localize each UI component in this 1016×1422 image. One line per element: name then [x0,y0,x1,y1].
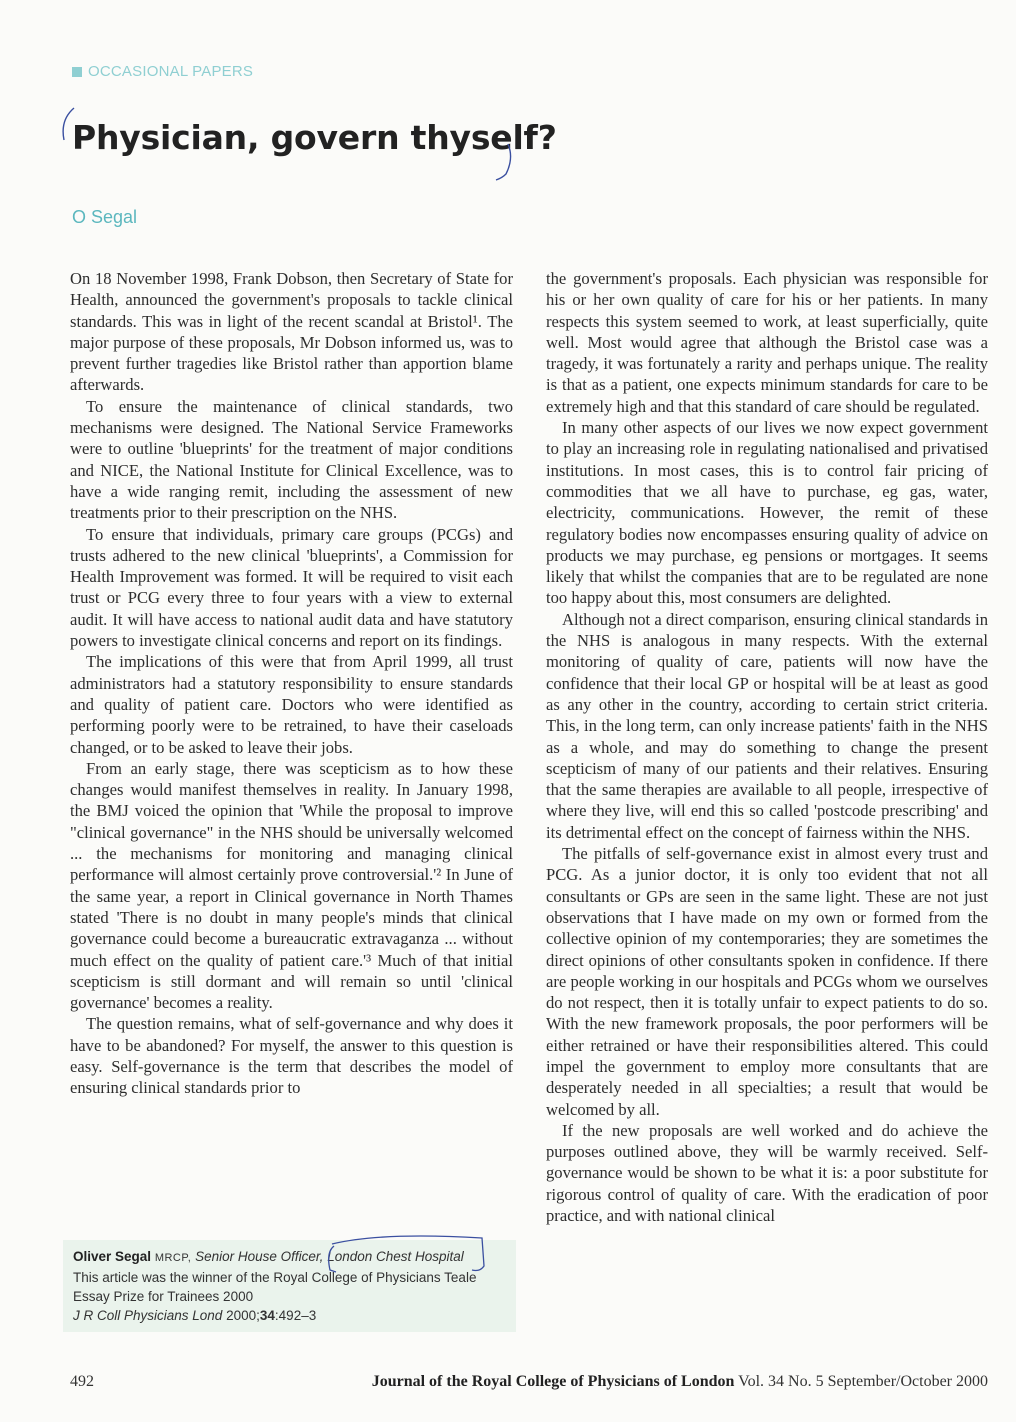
author-position: Senior House Officer, [195,1249,324,1264]
citation-pages: :492–3 [274,1308,317,1323]
article-title: Physician, govern thyself? [72,118,557,157]
left-column [70,268,513,1099]
section-square-icon [72,67,82,77]
citation-journal: J R Coll Physicians Lond [73,1308,223,1323]
journal-footer [372,1373,988,1391]
paragraph: From an early stage, there was scepticism as to how these changes would manifest themselves in reality. In January 1998, the BMJ voiced the opinion that 'While the proposal to improve "clinical governance" in the NHS should be universally welcomed ... the mechanisms for monitoring and managing clinical performance will almost certainly prove controversial.'² In June of the same year, a report in Clinical governance in North Thames stated 'There is no doubt in many people's minds that clinical governance could become a bureaucratic extravaganza ... without much effect on the quality of patient care.'³ Much of that initial scepticism is still dormant and will remain so until 'clinical governance' becomes a reality. [70,758,513,1013]
paragraph: If the new proposals are well worked and do achieve the purposes outlined above, they will be warmly received. Self-governance would be shown to be what it is: a poor substitute for rigorous control of quality of care. With the eradication of poor practice, and with national clinical [546,1120,988,1226]
paragraph: On 18 November 1998, Frank Dobson, then Secretary of State for Health, announced the government's proposals to tackle clinical standards. This was in light of the recent scandal at Bristol¹. The major purpose of these proposals, Mr Dobson informed us, was to prevent further tragedies like Bristol rather than apportion blame afterwards. [70,269,513,395]
paragraph: In many other aspects of our lives we now expect government to play an increasing role in regulating nationalised and privatised institutions. In most cases, this is to control fair pricing of commodities that we all have to purchase, eg gas, water, electricity, communications. However, the remit of these regulatory bodies now encompasses ensuring quality of advice on products we may purchase, eg pensions or mortgages. It seems likely that whilst the companies that are to be regulated are none too happy about this, most consumers are delighted. [546,418,988,608]
citation [73,1306,516,1325]
section-label-text: OCCASIONAL PAPERS [88,63,254,80]
paragraph: To ensure that individuals, primary care groups (PCGs) and trusts adhered to the new clinical 'blueprints', a Commission for Health Improvement was formed. It will be required to visit each trust or PCG every three to four years with a view to external audit. It will have access to national audit data and have statutory powers to investigate clinical concerns and report on its findings. [70,524,513,651]
author-qualifications: MRCP, [154,1252,192,1264]
paragraph: Although not a direct comparison, ensuring clinical standards in the NHS is analogous in many respects. With the external monitoring of quality of care, patients will now have the confidence that their local GP or hospital will be at least as good as any other in the country, according to certain strict criteria. This, in the long term, can only increase patients' faith in the NHS as a whole, and may do something to change the present scepticism of many of our patients and their relatives. Ensuring that the same therapies are available to all people, irrespective of where they live, will end this so called 'postcode prescribing' and its detrimental effect on the concept of fairness within the NHS. [546,609,988,842]
right-bracket-pen-mark [494,140,518,186]
paragraph: the government's proposals. Each physician was responsible for his or her own quality of care for his or her patients. In many respects this system seemed to work, at least superficially, quite well. Most would agree that although the Bristol case was a tragedy, it was fortunately a rarity and perhaps unique. The reality is that as a patient, one expects minimum standards for care to be extremely high and that this standard of care should be regulated. [546,269,988,416]
citation-volume: 34 [259,1308,275,1323]
hospital-bracket-pen-mark [322,1226,492,1276]
citation-year: 2000; [226,1308,260,1323]
right-column [546,268,988,1226]
journal-issue: Vol. 34 No. 5 September/October 2000 [738,1373,988,1390]
section-label [72,63,253,80]
author-full-name: Oliver Segal [73,1249,152,1264]
page-number: 492 [70,1373,94,1390]
author-hospital: London Chest Hospital [327,1249,464,1264]
prize-note: This article was the winner of the Royal College of Physicians Teale Essay Prize for Trainees 2000 [73,1270,477,1304]
author-byline: O Segal [72,207,138,227]
paragraph: The implications of this were that from April 1999, all trust administrators had a statutory responsibility to ensure standards and quality of patient care. Doctors who were identified as performing poorly were to be retrained, to have their caseloads changed, or to be asked to leave their jobs. [70,652,513,757]
paragraph: The question remains, what of self-governance and why does it have to be abandoned? For myself, the answer to this question is easy. Self-governance is the term that describes the model of ensuring clinical standards prior to [70,1014,513,1098]
paragraph: To ensure the maintenance of clinical standards, two mechanisms were designed. The National Service Frameworks were to outline 'blueprints' for the treatment of major conditions and NICE, the National Institute for Clinical Excellence, was to have a wide ranging remit, including the assessment of new treatments prior to their prescription on the NHS. [70,396,513,523]
paragraph: The pitfalls of self-governance exist in almost every trust and PCG. As a junior doctor, it is only too evident that not all consultants or GPs are seen in the same light. These are not just observations that I have made on my own or formed from the collective opinion of my contemporaries; they are sometimes the direct opinions of other consultants spoken in confidence. If there are people working in our hospitals and PCGs whom we ourselves do not respect, then it is totally unfair to expect patients to do so. With the new framework proposals, the poor performers will be either retrained or have their responsibilities altered. This could impel the government to employ more consultants that are desperately needed in all specialties; a result that would be welcomed by all. [546,844,988,1119]
journal-name: Journal of the Royal College of Physicians of London [371,1373,735,1390]
